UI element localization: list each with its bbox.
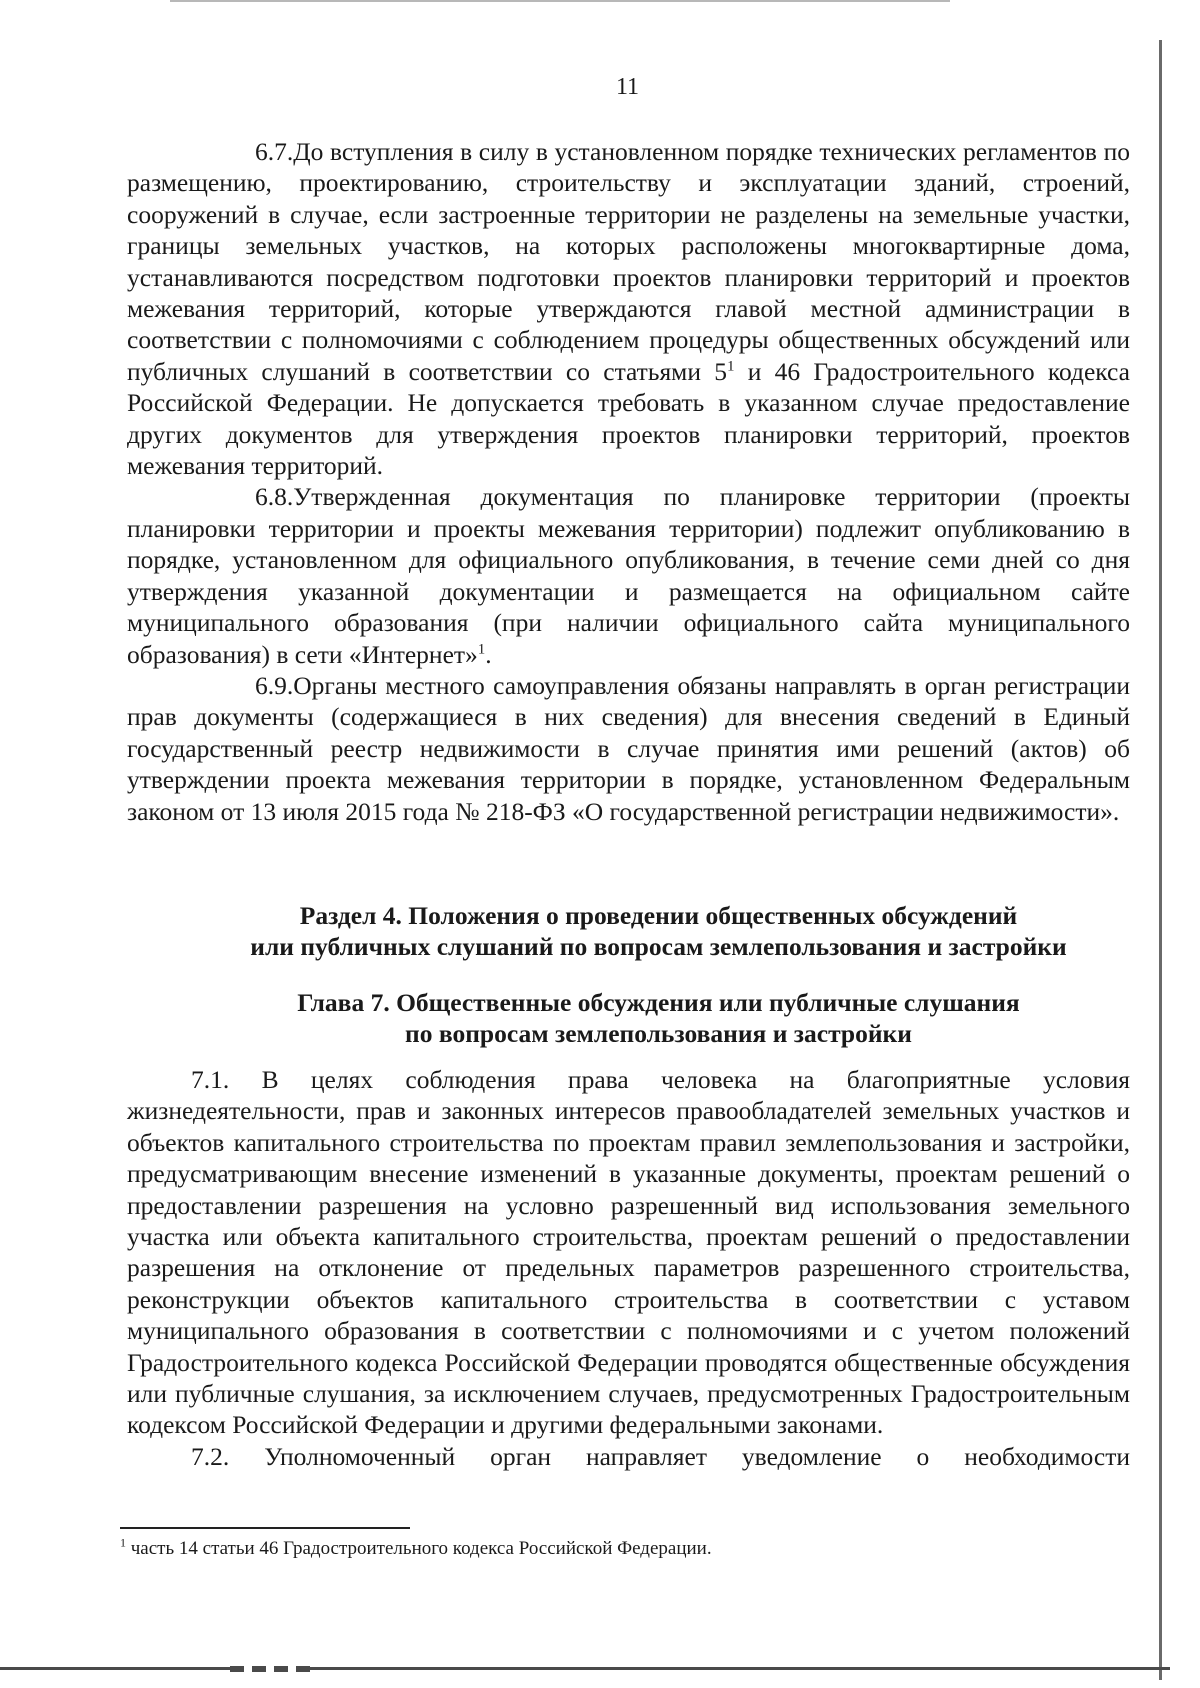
scan-edge-bottom: [0, 1667, 1170, 1670]
scan-edge-right: [1159, 40, 1162, 1680]
paragraph-7-2: [127, 1441, 1130, 1472]
chapter-heading-line1: Глава 7. Общественные обсуждения или публичные слушания: [297, 988, 1020, 1017]
footnote-ref: 1: [726, 358, 735, 375]
chapter-heading-line2: по вопросам землепользования и застройки: [405, 1019, 912, 1049]
scan-edge-bottom-dashes: [230, 1666, 310, 1672]
paragraph-number: 6.7.: [255, 137, 294, 166]
page-number: 11: [615, 74, 640, 100]
paragraph-number: 7.2.: [191, 1441, 230, 1471]
section-heading-line2: или публичных слушаний по вопросам землепользования и застройки: [250, 932, 1067, 962]
body-text-bottom: [127, 1064, 1130, 1472]
paragraph-text: Уполномоченный орган направляет уведомление о необходимости: [264, 1441, 1131, 1471]
paragraph-number: 6.8.: [255, 482, 294, 512]
paragraph-text-cont: и 46 Градостроительного кодекса Российской Федерации. Не допускается требовать в указанном случае предоставление других документов для утверждения проектов планировки территорий, проектов межевания территорий.: [127, 356, 1130, 481]
section-heading: [127, 900, 1130, 963]
paragraph-6-8: [127, 481, 1130, 669]
paragraph-text-cont: .: [485, 639, 492, 669]
chapter-heading: [127, 987, 1130, 1050]
section-heading-line1: Раздел 4. Положения о проведении общественных обсуждений: [299, 901, 1018, 930]
footnote-marker: 1: [120, 1535, 126, 1550]
footnote-separator: [120, 1527, 410, 1529]
paragraph-text: Органы местного самоуправления обязаны направлять в орган регистрации прав документы (содержащиеся в них сведения) для внесения сведений в Единый государственный реестр недвижимости в случае принятия ими решений (актов) об утверждении проекта межевания территории в порядке, установленном Федеральным законом от 13 июля 2015 года № 218-ФЗ «О государственной регистрации недвижимости».: [127, 670, 1130, 826]
paragraph-text: До вступления в силу в установленном порядке технических регламентов по размещению, проектированию, строительству и эксплуатации зданий, строений, сооружений в случае, если застроенные территории не разделены на земельные участки, границы земельных участков, на которых расположены многоквартирные дома, устанавливаются посредством подготовки проектов планировки территорий и проектов межевания территорий, которые утверждаются главой местной администрации в соответствии с полномочиями с соблюдением процедуры общественных обсуждений или публичных слушаний в соответствии со статьями 5: [127, 137, 1130, 386]
body-text-top: [127, 136, 1130, 827]
paragraph-6-9: [127, 670, 1130, 827]
footnote-text: часть 14 статьи 46 Градостроительного кодекса Российской Федерации.: [126, 1538, 712, 1559]
paragraph-text: Утвержденная документация по планировке территории (проекты планировки территории и проекты межевания территории) подлежит опубликованию в порядке, установленном для официального опубликования, в течение семи дней со дня утверждения указанной документации и размещается на официальном сайте муниципального образования (при наличии официального сайта муниципального образования) в сети «Интернет»: [127, 482, 1130, 669]
paragraph-text: В целях соблюдения права человека на благоприятные условия жизнедеятельности, прав и законных интересов правообладателей земельных участков и объектов капитального строительства по проектам правил землепользования и застройки, предусматривающим внесение изменений в указанные документы, проектам решений о предоставлении разрешения на условно разрешенный вид использования земельного участка или объекта капитального строительства, проектам решений о предоставлении разрешения на отклонение от предельных параметров разрешенного строительства, реконструкции объектов капитального строительства в соответствии с уставом муниципального образования в соответствии с полномочиями и с учетом положений Градостроительного кодекса Российской Федерации проводятся общественные обсуждения или публичные слушания, за исключением случаев, предусмотренных Градостроительным кодексом Российской Федерации и другими федеральными законами.: [127, 1065, 1130, 1440]
paragraph-7-1: [127, 1064, 1130, 1441]
paragraph-6-7: [127, 136, 1130, 481]
paragraph-number: 7.1.: [191, 1065, 230, 1094]
footnote: [120, 1537, 712, 1561]
scan-edge-top: [170, 0, 950, 2]
footnote-ref: 1: [477, 641, 486, 657]
paragraph-number: 6.9.: [255, 670, 294, 700]
